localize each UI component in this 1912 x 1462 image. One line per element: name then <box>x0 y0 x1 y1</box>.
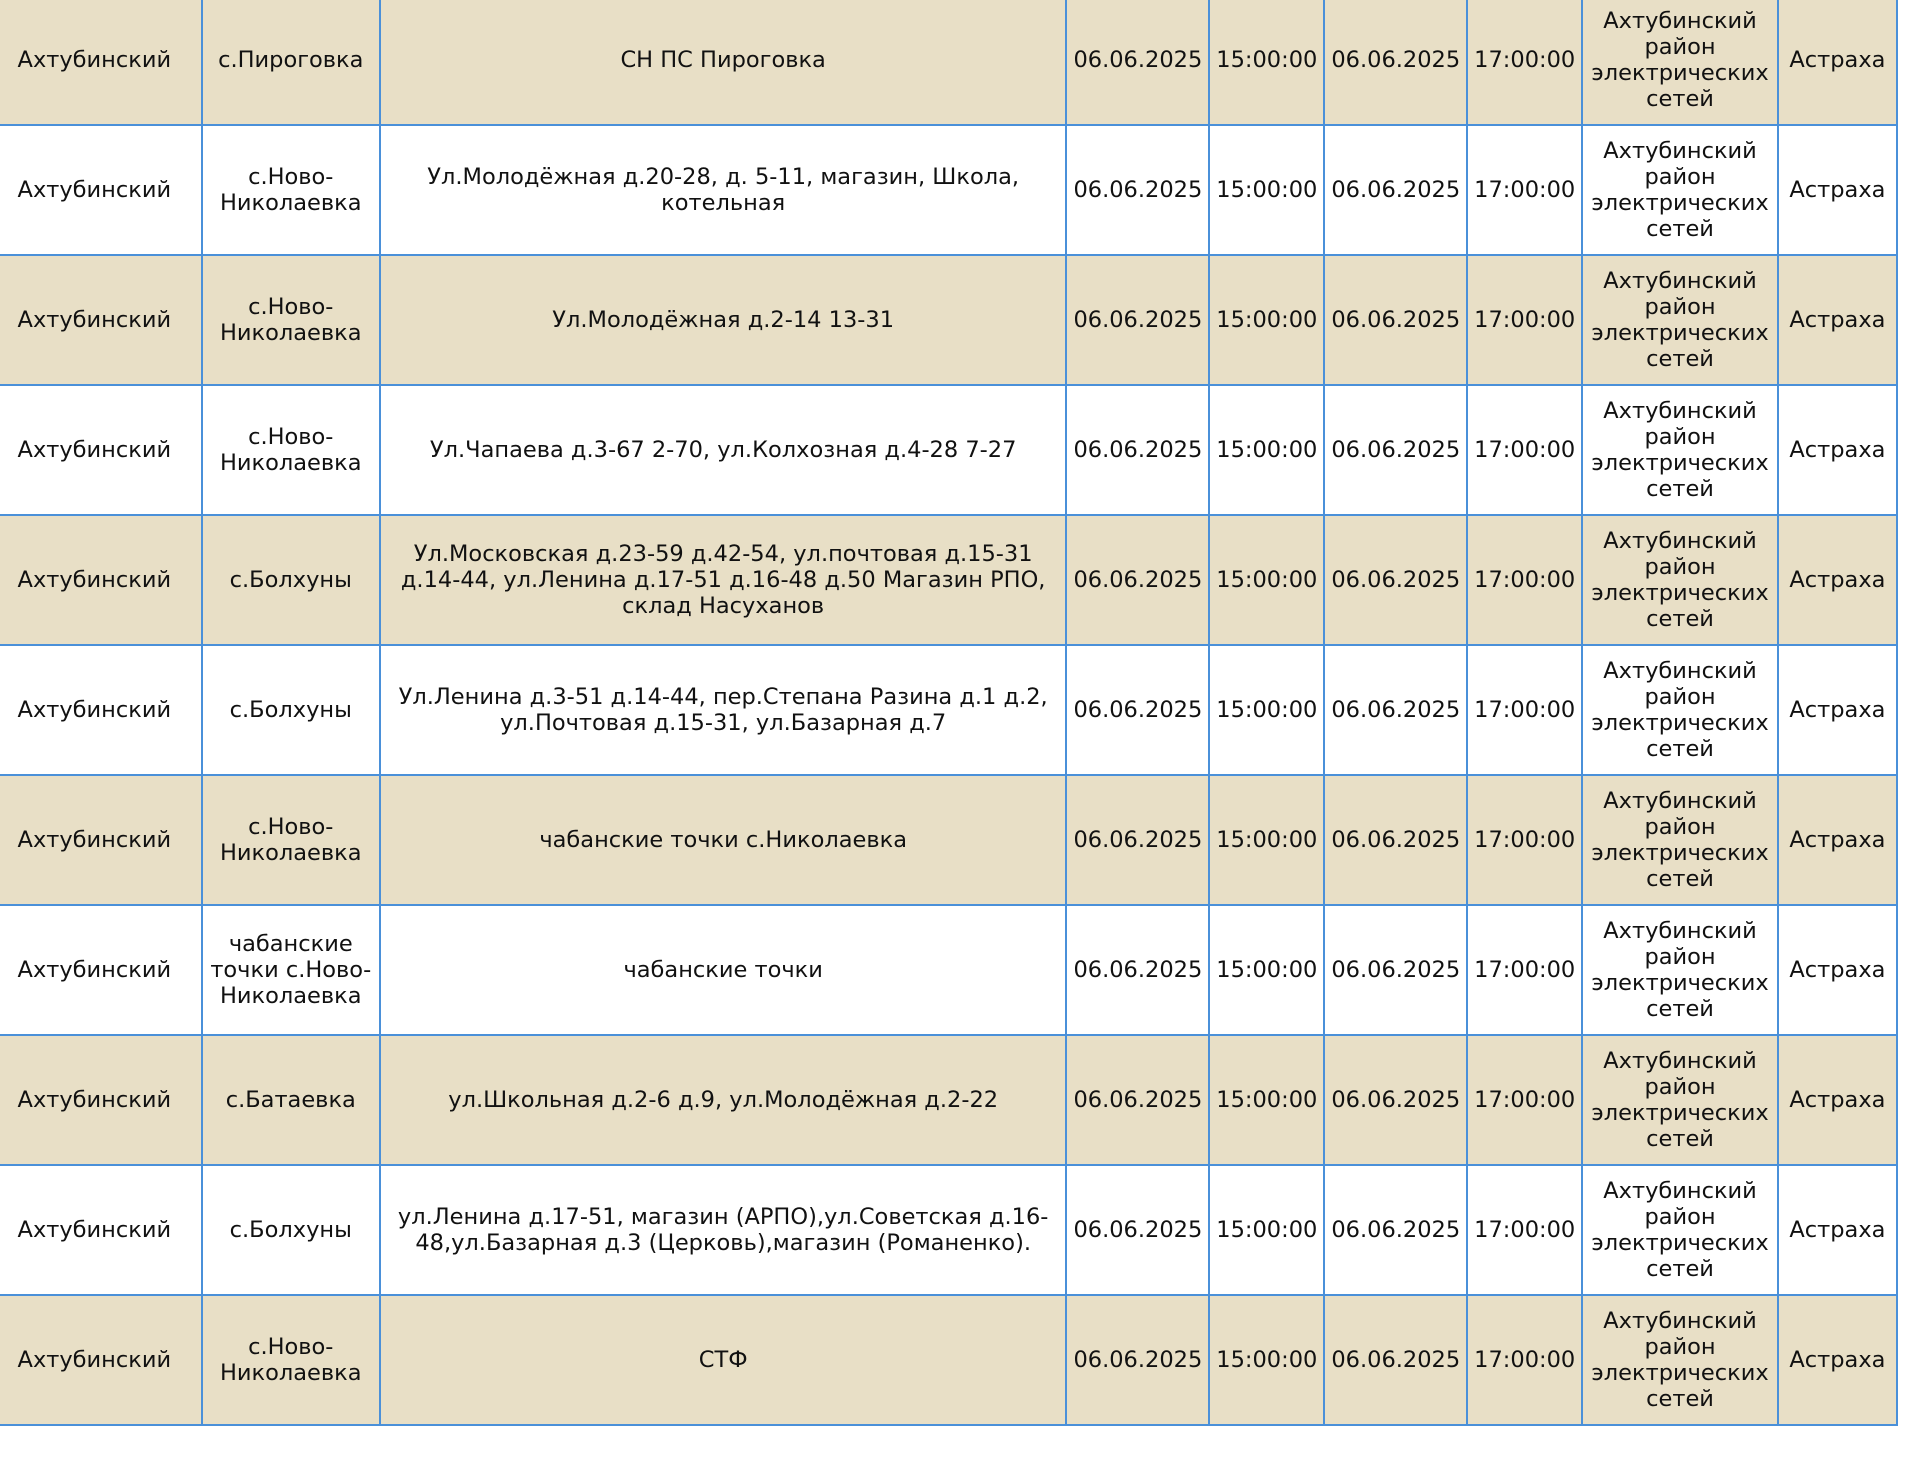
start-date-cell: 06.06.2025 <box>1066 125 1209 255</box>
start-date-cell: 06.06.2025 <box>1066 645 1209 775</box>
start-time-cell: 15:00:00 <box>1209 1035 1324 1165</box>
start-date-cell: 06.06.2025 <box>1066 515 1209 645</box>
end-date-cell: 06.06.2025 <box>1324 775 1467 905</box>
end-time-cell: 17:00:00 <box>1467 775 1582 905</box>
region-cell: Астраха <box>1778 515 1897 645</box>
table-row <box>0 0 1897 125</box>
end-time-cell: 17:00:00 <box>1467 1295 1582 1425</box>
district-cell: Ахтубинский <box>0 385 202 515</box>
start-date-cell: 06.06.2025 <box>1066 1295 1209 1425</box>
organization-cell: Ахтубинский район электрических сетей <box>1582 905 1778 1035</box>
district-cell: Ахтубинский <box>0 515 202 645</box>
district-cell: Ахтубинский <box>0 1035 202 1165</box>
end-date-cell: 06.06.2025 <box>1324 905 1467 1035</box>
start-time-cell: 15:00:00 <box>1209 905 1324 1035</box>
end-time-cell: 17:00:00 <box>1467 645 1582 775</box>
locality-cell: с.Болхуны <box>202 645 380 775</box>
address-cell: СТФ <box>380 1295 1067 1425</box>
region-cell: Астраха <box>1778 385 1897 515</box>
locality-cell: с.Пироговка <box>202 0 380 125</box>
region-cell: Астраха <box>1778 0 1897 125</box>
start-time-cell: 15:00:00 <box>1209 1165 1324 1295</box>
end-date-cell: 06.06.2025 <box>1324 1165 1467 1295</box>
table-row <box>0 125 1897 255</box>
address-cell: Ул.Молодёжная д.20-28, д. 5-11, магазин, Школа, котельная <box>380 125 1067 255</box>
end-time-cell: 17:00:00 <box>1467 1165 1582 1295</box>
table-row <box>0 905 1897 1035</box>
table-row <box>0 645 1897 775</box>
end-date-cell: 06.06.2025 <box>1324 385 1467 515</box>
region-cell: Астраха <box>1778 645 1897 775</box>
end-time-cell: 17:00:00 <box>1467 125 1582 255</box>
start-time-cell: 15:00:00 <box>1209 775 1324 905</box>
end-time-cell: 17:00:00 <box>1467 255 1582 385</box>
end-time-cell: 17:00:00 <box>1467 905 1582 1035</box>
locality-cell: с.Ново-Николаевка <box>202 385 380 515</box>
end-date-cell: 06.06.2025 <box>1324 0 1467 125</box>
organization-cell: Ахтубинский район электрических сетей <box>1582 385 1778 515</box>
district-cell: Ахтубинский <box>0 1295 202 1425</box>
end-date-cell: 06.06.2025 <box>1324 1035 1467 1165</box>
table-row <box>0 385 1897 515</box>
end-time-cell: 17:00:00 <box>1467 0 1582 125</box>
start-date-cell: 06.06.2025 <box>1066 385 1209 515</box>
district-cell: Ахтубинский <box>0 775 202 905</box>
organization-cell: Ахтубинский район электрических сетей <box>1582 255 1778 385</box>
organization-cell: Ахтубинский район электрических сетей <box>1582 1035 1778 1165</box>
start-time-cell: 15:00:00 <box>1209 1295 1324 1425</box>
start-time-cell: 15:00:00 <box>1209 125 1324 255</box>
start-time-cell: 15:00:00 <box>1209 255 1324 385</box>
region-cell: Астраха <box>1778 775 1897 905</box>
start-time-cell: 15:00:00 <box>1209 515 1324 645</box>
organization-cell: Ахтубинский район электрических сетей <box>1582 1295 1778 1425</box>
address-cell: СН ПС Пироговка <box>380 0 1067 125</box>
region-cell: Астраха <box>1778 1295 1897 1425</box>
district-cell: Ахтубинский <box>0 255 202 385</box>
address-cell: Ул.Чапаева д.3-67 2-70, ул.Колхозная д.4-28 7-27 <box>380 385 1067 515</box>
start-date-cell: 06.06.2025 <box>1066 775 1209 905</box>
start-time-cell: 15:00:00 <box>1209 645 1324 775</box>
district-cell: Ахтубинский <box>0 905 202 1035</box>
organization-cell: Ахтубинский район электрических сетей <box>1582 0 1778 125</box>
start-date-cell: 06.06.2025 <box>1066 255 1209 385</box>
end-date-cell: 06.06.2025 <box>1324 255 1467 385</box>
table-row <box>0 1165 1897 1295</box>
table-row <box>0 255 1897 385</box>
organization-cell: Ахтубинский район электрических сетей <box>1582 1165 1778 1295</box>
address-cell: Ул.Молодёжная д.2-14 13-31 <box>380 255 1067 385</box>
address-cell: ул.Школьная д.2-6 д.9, ул.Молодёжная д.2-22 <box>380 1035 1067 1165</box>
start-time-cell: 15:00:00 <box>1209 0 1324 125</box>
locality-cell: чабанские точки с.Ново-Николаевка <box>202 905 380 1035</box>
end-date-cell: 06.06.2025 <box>1324 125 1467 255</box>
region-cell: Астраха <box>1778 1165 1897 1295</box>
end-time-cell: 17:00:00 <box>1467 515 1582 645</box>
locality-cell: с.Болхуны <box>202 515 380 645</box>
organization-cell: Ахтубинский район электрических сетей <box>1582 515 1778 645</box>
organization-cell: Ахтубинский район электрических сетей <box>1582 645 1778 775</box>
locality-cell: с.Ново-Николаевка <box>202 775 380 905</box>
start-date-cell: 06.06.2025 <box>1066 1035 1209 1165</box>
region-cell: Астраха <box>1778 905 1897 1035</box>
locality-cell: с.Ново-Николаевка <box>202 1295 380 1425</box>
district-cell: Ахтубинский <box>0 645 202 775</box>
start-time-cell: 15:00:00 <box>1209 385 1324 515</box>
region-cell: Астраха <box>1778 255 1897 385</box>
organization-cell: Ахтубинский район электрических сетей <box>1582 775 1778 905</box>
start-date-cell: 06.06.2025 <box>1066 1165 1209 1295</box>
address-cell: Ул.Ленина д.3-51 д.14-44, пер.Степана Разина д.1 д.2, ул.Почтовая д.15-31, ул.Базарная д.7 <box>380 645 1067 775</box>
table-row <box>0 1035 1897 1165</box>
district-cell: Ахтубинский <box>0 0 202 125</box>
address-cell: чабанские точки с.Николаевка <box>380 775 1067 905</box>
table-row <box>0 775 1897 905</box>
address-cell: чабанские точки <box>380 905 1067 1035</box>
organization-cell: Ахтубинский район электрических сетей <box>1582 125 1778 255</box>
end-time-cell: 17:00:00 <box>1467 385 1582 515</box>
district-cell: Ахтубинский <box>0 125 202 255</box>
locality-cell: с.Ново-Николаевка <box>202 125 380 255</box>
address-cell: ул.Ленина д.17-51, магазин (АРПО),ул.Советская д.16-48,ул.Базарная д.3 (Церковь),магазин (Романенко). <box>380 1165 1067 1295</box>
table-row <box>0 1295 1897 1425</box>
district-cell: Ахтубинский <box>0 1165 202 1295</box>
start-date-cell: 06.06.2025 <box>1066 905 1209 1035</box>
end-date-cell: 06.06.2025 <box>1324 645 1467 775</box>
region-cell: Астраха <box>1778 1035 1897 1165</box>
start-date-cell: 06.06.2025 <box>1066 0 1209 125</box>
region-cell: Астраха <box>1778 125 1897 255</box>
locality-cell: с.Болхуны <box>202 1165 380 1295</box>
locality-cell: с.Ново-Николаевка <box>202 255 380 385</box>
end-date-cell: 06.06.2025 <box>1324 1295 1467 1425</box>
table-row <box>0 515 1897 645</box>
end-time-cell: 17:00:00 <box>1467 1035 1582 1165</box>
end-date-cell: 06.06.2025 <box>1324 515 1467 645</box>
locality-cell: с.Батаевка <box>202 1035 380 1165</box>
address-cell: Ул.Московская д.23-59 д.42-54, ул.почтовая д.15-31 д.14-44, ул.Ленина д.17-51 д.16-48 д.50 Магазин РПО, склад Насуханов <box>380 515 1067 645</box>
